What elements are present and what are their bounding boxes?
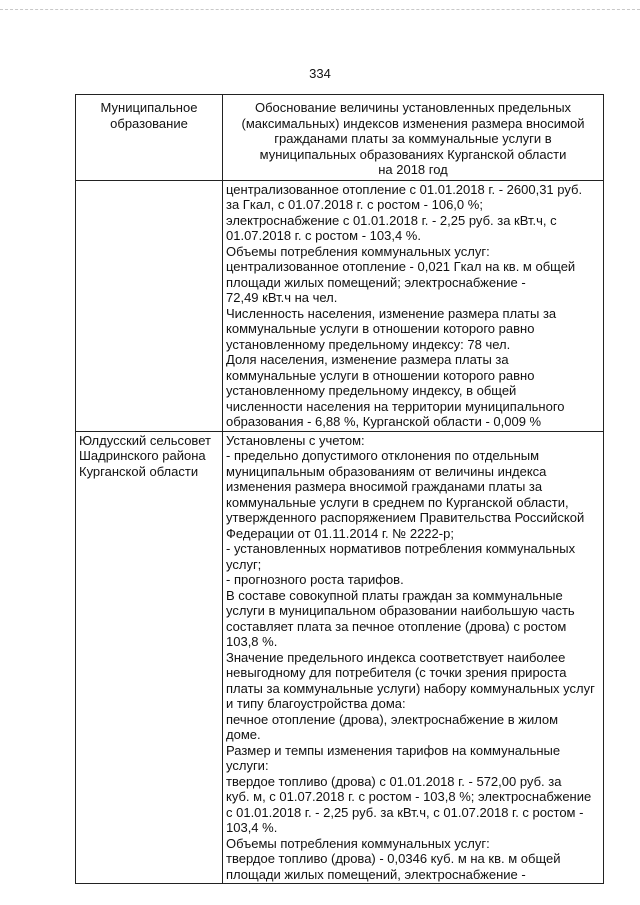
municipality-name: Юлдусский сельсовет Шадринского района Курганской области <box>79 432 211 479</box>
municipality-cell <box>76 180 223 431</box>
header-justification-text: Обоснование величины установленных предельных (максимальных) индексов изменения размера вносимой гражданами платы за коммунальные услуги в муниципальных образованиях Курганской области на 2018 год <box>241 100 585 177</box>
justification-cell <box>223 180 604 431</box>
tariff-table <box>75 94 604 884</box>
header-municipality <box>76 95 223 181</box>
header-municipality-text: Муниципальное образование <box>100 100 198 131</box>
scan-top-edge <box>0 9 640 10</box>
page-number: 334 <box>309 66 331 81</box>
justification-text: централизованное отопление с 01.01.2018 г. - 2600,31 руб. за Гкал, с 01.07.2018 г. с ростом - 106,0 %; электроснабжение с 01.01.2018 г. - 2,25 руб. за кВт.ч, с 01.07.2018 г. с ростом - 103,4 %. Объемы потребления коммунальных услуг: централизованное отопление - 0,021 Гкал на кв. м общей площади жилых помещений; электроснабжение - 72,49 кВт.ч на чел. Численность населения, изменение размера платы за коммунальные услуги в отношении которого равно установленному предельному индексу: 78 чел. Доля населения, изменение размера платы за коммунальные услуги в отношении которого равно установленному предельному индексу, в общей численности населения на территории муниципального образования - 6,88 %, Курганской области - 0,009 % <box>226 181 583 429</box>
table-header-row <box>76 95 604 181</box>
table-row <box>76 180 604 431</box>
justification-text: Установлены с учетом: - предельно допустимого отклонения по отдельным муниципальным образованиям от величины индекса изменения размера вносимой гражданами платы за коммунальные услуги в среднем по Курганской области, утвержденного распоряжением Правительства Российской Федерации от 01.11.2014 г. № 2222-р; - установленных нормативов потребления коммунальных услуг; - прогнозного роста тарифов. В составе совокупной платы граждан за коммунальные услуги в муниципальном образовании наибольшую часть составляет плата за печное отопление (дрова) с ростом 103,8 %. Значение предельного индекса соответствует наиболее невыгодному для потребителя (с точки зрения прироста платы за коммунальные услуги) набору коммунальных услуг и типу благоустройства дома: печное отопление (дрова), электроснабжение в жилом доме. Размер и темпы изменения тарифов на коммунальные услуги: твердое топливо (дрова) с 01.01.2018 г. - 572,00 руб. за куб. м, с 01.07.2018 г. с ростом - 103,8 %; электроснабжение с 01.01.2018 г. - 2,25 руб. за кВт.ч, с 01.07.2018 г. с ростом - 103,4 %. Объемы потребления коммунальных услуг: твердое топливо (дрова) - 0,0346 куб. м на кв. м общей площади жилых помещений, электроснабжение - <box>226 432 595 882</box>
header-justification <box>223 95 604 181</box>
table-row <box>76 431 604 884</box>
municipality-cell <box>76 431 223 884</box>
justification-cell <box>223 431 604 884</box>
